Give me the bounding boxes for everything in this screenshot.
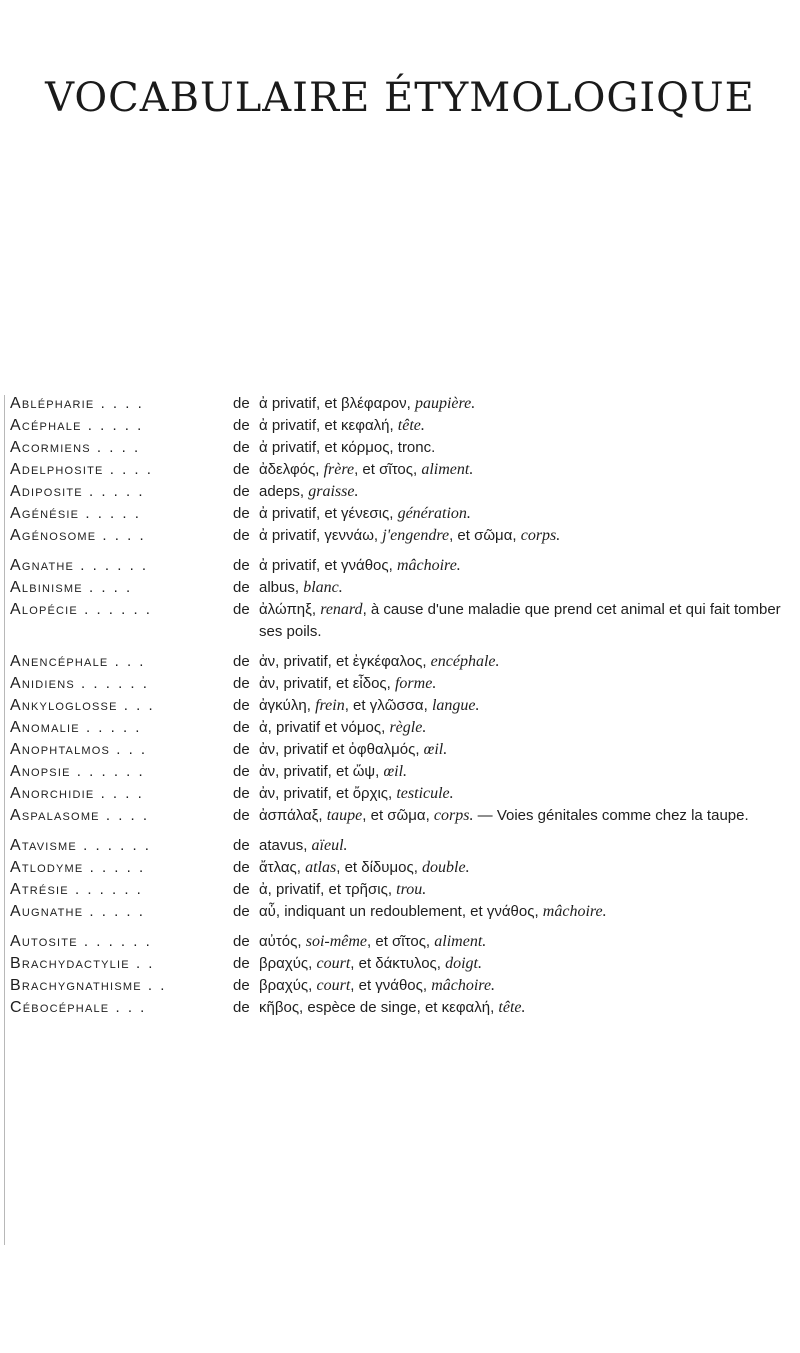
entry-term <box>0 997 233 1019</box>
vocabulary-entry <box>0 783 800 805</box>
definition-text: ἀν, privatif et ὀφθαλμός, <box>259 741 424 758</box>
entry-definition <box>259 459 789 481</box>
entry-definition <box>259 835 789 857</box>
entry-preposition: de <box>233 395 250 412</box>
entry-definition <box>259 481 789 503</box>
definition-text: ἄτλας, <box>259 859 306 876</box>
definition-meaning: court <box>316 955 351 972</box>
entry-preposition: de <box>233 955 250 972</box>
definition-text: αὖ, indiquant un redoublement, et γνάθος, <box>259 903 543 920</box>
entry-definition <box>259 393 789 415</box>
entry-definition <box>259 525 789 547</box>
definition-meaning: frère <box>323 461 355 478</box>
entry-preposition: de <box>233 557 250 574</box>
entry-term-word: Adelphosite <box>10 461 104 478</box>
definition-meaning: blanc. <box>303 579 343 596</box>
entry-preposition: de <box>233 837 250 854</box>
definition-meaning: renard <box>320 601 363 618</box>
entry-preposition: de <box>233 999 250 1016</box>
vocabulary-entry <box>0 901 800 923</box>
definition-text: ἀδελφός, <box>259 461 324 478</box>
definition-text: ἀ privatif, et κόρμος, tronc. <box>259 439 436 456</box>
entry-preposition: de <box>233 807 250 824</box>
entry-leader-dots: . . . . . . <box>77 933 152 950</box>
definition-meaning: mâchoire. <box>542 903 607 920</box>
definition-meaning: aliment. <box>421 461 474 478</box>
entry-term <box>0 651 233 673</box>
definition-meaning: soi-même <box>305 933 368 950</box>
entry-term-word: Anidiens <box>10 675 75 692</box>
definition-text: ἀσπάλαξ, <box>259 807 327 824</box>
definition-text: , et δίδυμος, <box>336 859 423 876</box>
entry-definition <box>259 503 789 525</box>
definition-text: ἀλώπηξ, <box>259 601 321 618</box>
entry-term-word: Agnathe <box>10 557 75 574</box>
entry-preposition: de <box>233 741 250 758</box>
definition-text: adeps, <box>259 483 309 500</box>
entry-term-word: Anopsie <box>10 763 71 780</box>
entry-term <box>0 437 233 459</box>
entry-definition <box>259 651 789 673</box>
vocabulary-entry <box>0 761 800 783</box>
entry-leader-dots: . . . . <box>99 807 150 824</box>
definition-meaning: œil. <box>423 741 448 758</box>
definition-meaning: double. <box>422 859 470 876</box>
entry-leader-dots: . . . . . . <box>77 601 152 618</box>
entry-definition <box>259 761 789 783</box>
definition-text: ἀ privatif, et κεφαλή, <box>259 417 398 434</box>
definition-text: ἀ privatif, γεννάω, <box>259 527 383 544</box>
entry-definition <box>259 577 789 599</box>
entry-leader-dots: . . . . <box>82 579 133 596</box>
entry-term-word: Adiposite <box>10 483 83 500</box>
definition-meaning: atlas <box>305 859 337 876</box>
vocabulary-entry <box>0 503 800 525</box>
definition-meaning: frein <box>315 697 345 714</box>
entry-preposition: de <box>233 579 250 596</box>
definition-text: , et σῖτος, <box>354 461 422 478</box>
entry-term <box>0 879 233 901</box>
entry-preposition: de <box>233 977 250 994</box>
entry-term <box>0 783 233 805</box>
entry-term <box>0 695 233 717</box>
entry-term <box>0 673 233 695</box>
vocabulary-entry <box>0 651 800 673</box>
definition-text: , et γνάθος, <box>350 977 432 994</box>
entry-leader-dots: . . <box>129 955 155 972</box>
entry-leader-dots: . . . . . <box>79 719 142 736</box>
entry-term-word: Atlodyme <box>10 859 84 876</box>
entry-preposition: de <box>233 601 250 618</box>
entry-preposition: de <box>233 483 250 500</box>
entry-definition <box>259 857 789 879</box>
entry-leader-dots: . . . . <box>94 785 144 802</box>
definition-text: atavus, <box>259 837 312 854</box>
definition-meaning: trou. <box>396 881 427 898</box>
definition-text: , et δάκτυλος, <box>350 955 446 972</box>
entry-definition <box>259 695 789 717</box>
entry-term <box>0 717 233 739</box>
page-title: VOCABULAIRE ÉTYMOLOGIQUE <box>45 75 755 121</box>
entry-preposition: de <box>233 675 250 692</box>
definition-meaning: doigt. <box>445 955 482 972</box>
definition-meaning: encéphale. <box>430 653 500 670</box>
definition-text: ἀ privatif, et γνάθος, <box>259 557 397 574</box>
vocabulary-entry <box>0 739 800 761</box>
vocabulary-entry <box>0 481 800 503</box>
entry-preposition: de <box>233 859 250 876</box>
entry-leader-dots: . . . <box>117 697 155 714</box>
definition-meaning: langue. <box>431 697 480 714</box>
entry-definition <box>259 415 789 437</box>
entry-term-word: Albinisme <box>10 579 83 596</box>
definition-text: , à cause d'une maladie que prend cet animal et qui fait tomber ses poils. <box>259 601 781 640</box>
definition-meaning: génération. <box>397 505 471 522</box>
entry-leader-dots: . . . . . . <box>68 881 143 898</box>
vocabulary-entry <box>0 415 800 437</box>
vocabulary-entry <box>0 695 800 717</box>
definition-meaning: forme. <box>394 675 437 692</box>
definition-text: albus, <box>259 579 304 596</box>
vocabulary-entry <box>0 599 800 643</box>
definition-meaning: aliment. <box>434 933 487 950</box>
entry-preposition: de <box>233 763 250 780</box>
vocabulary-entry <box>0 459 800 481</box>
entry-preposition: de <box>233 417 250 434</box>
entry-preposition: de <box>233 653 250 670</box>
vocabulary-entry <box>0 525 800 547</box>
vocabulary-entry <box>0 805 800 827</box>
entry-term-word: Anomalie <box>10 719 80 736</box>
definition-meaning: corps. <box>520 527 561 544</box>
entry-leader-dots: . . . <box>108 653 146 670</box>
entry-leader-dots: . . . . . . <box>76 837 151 854</box>
definition-meaning: testicule. <box>396 785 454 802</box>
entry-leader-dots: . . . . <box>96 527 146 544</box>
entry-term-word: Anorchidie <box>10 785 95 802</box>
entry-preposition: de <box>233 903 250 920</box>
entry-term <box>0 805 233 827</box>
entry-preposition: de <box>233 881 250 898</box>
entry-definition <box>259 879 789 901</box>
entry-leader-dots: . . . . <box>103 461 153 478</box>
definition-meaning: taupe <box>326 807 363 824</box>
entry-term-word: Atavisme <box>10 837 77 854</box>
entry-leader-dots: . . . . <box>90 439 141 456</box>
entry-term-word: Ankyloglosse <box>10 697 118 714</box>
vocabulary-entry <box>0 717 800 739</box>
definition-text: ἀν, privatif, et ἐγκέφαλος, <box>259 653 431 670</box>
definition-text: ἀν, privatif, et εἶδος, <box>259 675 395 692</box>
definition-meaning: j'engendre <box>382 527 450 544</box>
entry-definition <box>259 953 789 975</box>
entry-term <box>0 739 233 761</box>
entry-term-word: Brachygnathisme <box>10 977 142 994</box>
definition-text: — Voies génitales comme chez la taupe. <box>473 807 749 824</box>
entry-definition <box>259 673 789 695</box>
definition-meaning: graisse. <box>308 483 359 500</box>
entry-term-word: Aspalasome <box>10 807 100 824</box>
entry-leader-dots: . . . . . <box>82 483 145 500</box>
entry-definition <box>259 997 789 1019</box>
entry-definition <box>259 555 789 577</box>
entry-leader-dots: . . . . . <box>83 859 146 876</box>
entry-term-word: Ablépharie <box>10 395 95 412</box>
definition-text: , et σῖτος, <box>367 933 435 950</box>
entry-term-word: Brachydactylie <box>10 955 130 972</box>
entry-definition <box>259 901 789 923</box>
definition-meaning: corps. <box>433 807 474 824</box>
entry-term-word: Cébocéphale <box>10 999 110 1016</box>
definition-text: ἀγκύλη, <box>259 697 316 714</box>
vocabulary-entry <box>0 857 800 879</box>
entry-term <box>0 525 233 547</box>
vocabulary-entry <box>0 393 800 415</box>
vocabulary-entry <box>0 931 800 953</box>
definition-text: ἀν, privatif, et ὤψ, <box>259 763 384 780</box>
definition-text: ἀ, privatif et νόμος, <box>259 719 390 736</box>
entry-term-word: Acormiens <box>10 439 91 456</box>
entry-term <box>0 835 233 857</box>
definition-text: ἀν, privatif, et ὄρχις, <box>259 785 397 802</box>
entry-leader-dots: . . . . <box>94 395 144 412</box>
definition-text: κῆβος, espèce de singe, et κεφαλή, <box>259 999 499 1016</box>
entry-definition <box>259 599 789 643</box>
definition-meaning: mâchoire. <box>431 977 496 994</box>
entry-leader-dots: . . . . . . <box>74 557 149 574</box>
definition-text: βραχύς, <box>259 977 317 994</box>
entry-term <box>0 901 233 923</box>
definition-text: , et σῶμα, <box>362 807 434 824</box>
entry-leader-dots: . . . <box>110 741 148 758</box>
entry-term <box>0 393 233 415</box>
entry-term-word: Agénésie <box>10 505 80 522</box>
entry-leader-dots: . . . . . <box>81 417 144 434</box>
entry-term-word: Alopécie <box>10 601 78 618</box>
definition-text: ἀ privatif, et βλέφαρον, <box>259 395 415 412</box>
entry-term <box>0 953 233 975</box>
entry-leader-dots: . . <box>141 977 167 994</box>
definition-text: ἀ, privatif, et τρῆσις, <box>259 881 397 898</box>
definition-text: αὐτός, <box>259 933 306 950</box>
entry-preposition: de <box>233 439 250 456</box>
vocabulary-entry <box>0 555 800 577</box>
vocabulary-entry <box>0 975 800 997</box>
vocabulary-list <box>0 393 800 1019</box>
entry-leader-dots: . . . . . <box>79 505 141 522</box>
definition-meaning: tête. <box>397 417 425 434</box>
vocabulary-entry <box>0 437 800 459</box>
entry-definition <box>259 931 789 953</box>
entry-preposition: de <box>233 505 250 522</box>
entry-leader-dots: . . . . . . <box>74 675 149 692</box>
definition-meaning: tête. <box>498 999 526 1016</box>
entry-term <box>0 555 233 577</box>
entry-definition <box>259 783 789 805</box>
entry-preposition: de <box>233 933 250 950</box>
definition-text: ἀ privatif, et γένεσις, <box>259 505 398 522</box>
definition-meaning: court <box>316 977 351 994</box>
entry-term <box>0 599 233 621</box>
vocabulary-entry <box>0 953 800 975</box>
entry-term-word: Anencéphale <box>10 653 109 670</box>
vocabulary-entry <box>0 673 800 695</box>
vocabulary-entry <box>0 577 800 599</box>
vocabulary-entry <box>0 879 800 901</box>
entry-term <box>0 503 233 525</box>
vocabulary-entry <box>0 997 800 1019</box>
entry-term-word: Atrésie <box>10 881 69 898</box>
entry-term <box>0 415 233 437</box>
entry-term <box>0 481 233 503</box>
entry-definition <box>259 975 789 997</box>
entry-preposition: de <box>233 697 250 714</box>
entry-leader-dots: . . . . . <box>83 903 145 920</box>
definition-meaning: aïeul. <box>311 837 348 854</box>
definition-meaning: paupière. <box>414 395 476 412</box>
definition-meaning: règle. <box>389 719 427 736</box>
entry-leader-dots: . . . <box>109 999 147 1016</box>
entry-term <box>0 459 233 481</box>
entry-leader-dots: . . . . . . <box>70 763 145 780</box>
entry-term-word: Agénosome <box>10 527 97 544</box>
entry-term-word: Augnathe <box>10 903 84 920</box>
entry-term <box>0 761 233 783</box>
entry-preposition: de <box>233 527 250 544</box>
entry-term-word: Anophtalmos <box>10 741 111 758</box>
definition-text: βραχύς, <box>259 955 317 972</box>
entry-preposition: de <box>233 785 250 802</box>
vocabulary-entry <box>0 835 800 857</box>
entry-preposition: de <box>233 461 250 478</box>
entry-term <box>0 975 233 997</box>
definition-text: , et σῶμα, <box>449 527 521 544</box>
definition-text: , et γλῶσσα, <box>344 697 432 714</box>
entry-term <box>0 577 233 599</box>
entry-term <box>0 931 233 953</box>
entry-term-word: Autosite <box>10 933 78 950</box>
definition-meaning: mâchoire. <box>396 557 461 574</box>
entry-definition <box>259 717 789 739</box>
entry-definition <box>259 739 789 761</box>
definition-meaning: œil. <box>383 763 408 780</box>
entry-definition <box>259 805 789 827</box>
entry-term <box>0 857 233 879</box>
entry-term-word: Acéphale <box>10 417 82 434</box>
entry-definition <box>259 437 789 459</box>
entry-preposition: de <box>233 719 250 736</box>
